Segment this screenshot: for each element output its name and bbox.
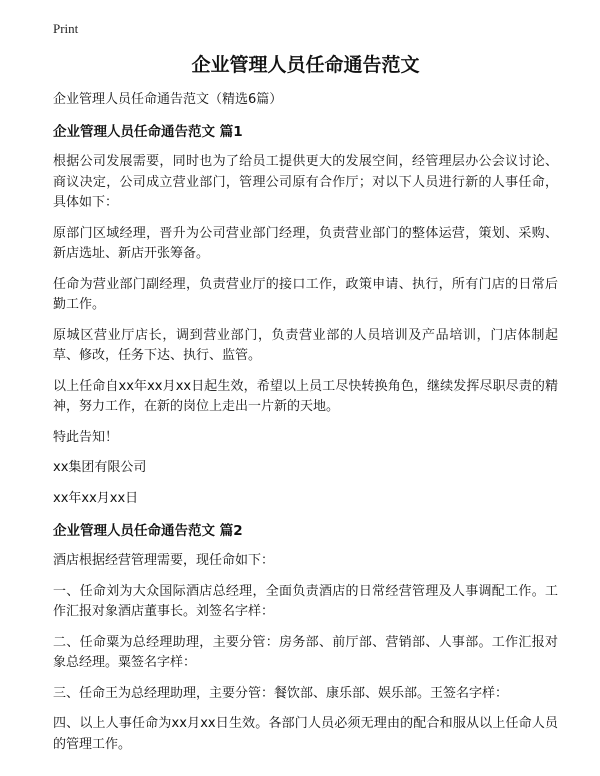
closing-text: 特此告知！ xyxy=(53,429,119,445)
section-heading-2: 企业管理人员任命通告范文 篇2 xyxy=(53,523,243,539)
paragraph: 根据公司发展需要，同时也为了给员工提供更大的发展空间，经管理层办公会议讨论、商议决定，公司成立营业部门，管理公司原有合作厅；对以下人员进行新的人事任命，具体如下： xyxy=(53,154,558,210)
paragraph: 一、任命刘为大众国际酒店总经理，全面负责酒店的日常经营管理及人事调配工作。工作汇报对象酒店董事长。刘签名字样： xyxy=(53,583,558,619)
paragraph: 任命为营业部门副经理，负责营业厅的接口工作，政策申请、执行，所有门店的日常后勤工作。 xyxy=(53,276,558,312)
document-subtitle: 企业管理人员任命通告范文（精选6篇） xyxy=(53,92,283,107)
paragraph: 原部门区域经理，晋升为公司营业部门经理，负责营业部门的整体运营，策划、采购、新店选址、新店开张筹备。 xyxy=(53,225,558,261)
paragraph: 酒店根据经营管理需要，现任命如下： xyxy=(53,553,275,568)
section-heading-1: 企业管理人员任命通告范文 篇1 xyxy=(53,124,243,140)
paragraph: 二、任命粟为总经理助理，主要分管：房务部、前厅部、营销部、人事部。工作汇报对象总经理。粟签名字样： xyxy=(53,634,558,670)
paragraph: 原城区营业厅店长，调到营业部门，负责营业部的人员培训及产品培训，门店体制起草、修改，任务下达、执行、监管。 xyxy=(53,327,558,363)
paragraph: 以上任命自xx年xx月xx日起生效，希望以上员工尽快转换角色，继续发挥尽职尽责的精神，努力工作，在新的岗位上走出一片新的天地。 xyxy=(53,378,558,414)
print-link[interactable]: Print xyxy=(53,21,79,36)
paragraph: 四、以上人事任命为xx月xx日生效。各部门人员必须无理由的配合和服从以上任命人员的管理工作。 xyxy=(53,716,558,752)
paragraph: 三、任命王为总经理助理，主要分管：餐饮部、康乐部、娱乐部。王签名字样： xyxy=(53,685,509,701)
document-page xyxy=(53,52,558,765)
page-title: 企业管理人员任命通告范文 xyxy=(191,54,420,76)
signature-date: xx年xx月xx日 xyxy=(53,490,139,506)
company-signature: xx集团有限公司 xyxy=(53,460,147,475)
